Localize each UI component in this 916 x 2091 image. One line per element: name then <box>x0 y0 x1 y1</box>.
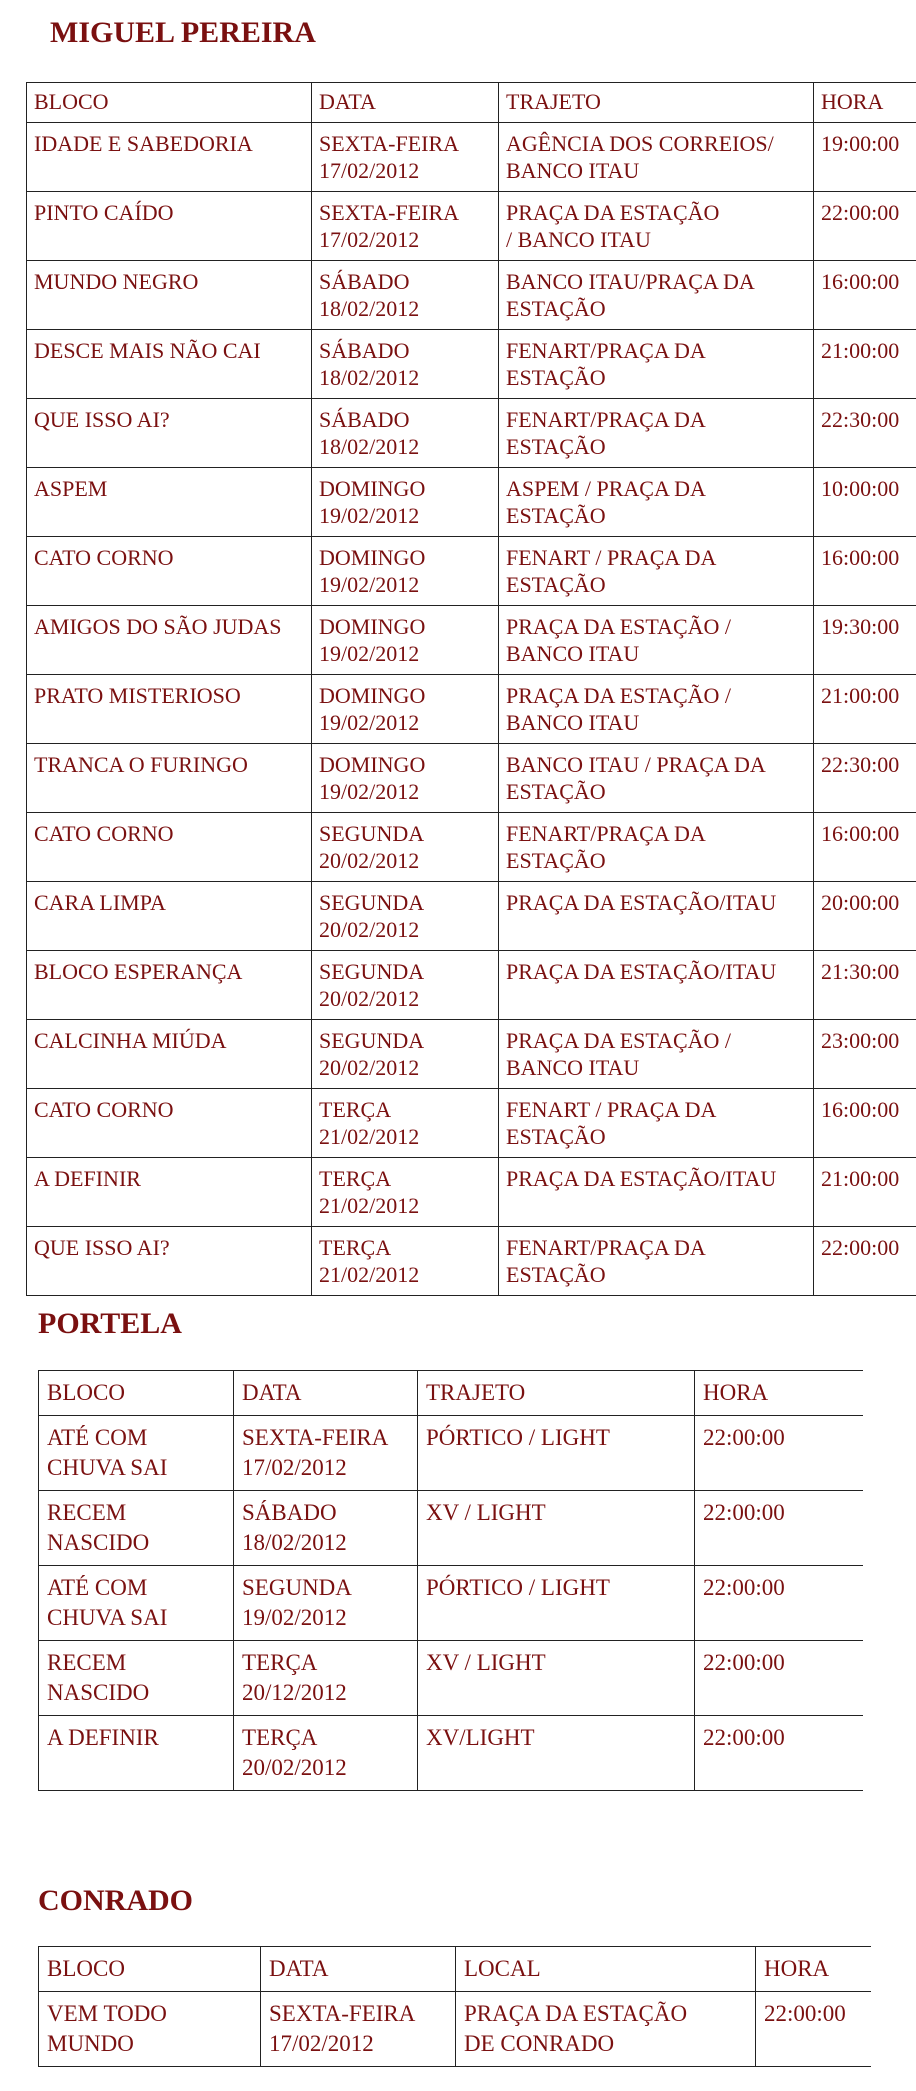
data-cell <box>312 1227 499 1296</box>
cell-text-line: SÁBADO <box>242 1500 337 1525</box>
cell-text-line: TERÇA <box>319 1235 392 1260</box>
cell-text-line: PRAÇA DA ESTAÇÃO / <box>506 683 732 708</box>
cell-text-line: 18/02/2012 <box>319 365 420 390</box>
table-row <box>27 882 916 951</box>
cell-text-line: ASPEM / PRAÇA DA <box>506 476 706 501</box>
cell-text-line: TRANCA O FURINGO <box>34 752 248 777</box>
hora-cell: 16:00:00 <box>814 537 916 606</box>
cell-text-line: QUE ISSO AI? <box>34 407 170 432</box>
cell-text-line: MUNDO <box>47 2031 134 2056</box>
bloco-cell <box>27 537 312 606</box>
data-cell <box>312 468 499 537</box>
cell-text-line: FENART/PRAÇA DA <box>506 338 706 363</box>
cell-text-line: CARA LIMPA <box>34 890 166 915</box>
cell-text-line: 17/02/2012 <box>269 2031 374 2056</box>
cell-text-line: SEGUNDA <box>242 1575 352 1600</box>
cell-text-line: 21/02/2012 <box>319 1262 420 1287</box>
cell-text-line: ESTAÇÃO <box>506 1262 606 1287</box>
column-header: HORA <box>695 1371 863 1416</box>
cell-text-line: CATO CORNO <box>34 821 174 846</box>
cell-text-line: 20/02/2012 <box>319 1055 420 1080</box>
trajeto-cell <box>418 1641 695 1716</box>
bloco-cell <box>27 882 312 951</box>
table-row <box>39 1716 863 1791</box>
cell-text-line: DOMINGO <box>319 683 426 708</box>
cell-text-line: TERÇA <box>319 1097 392 1122</box>
cell-text-line: RECEM <box>47 1500 127 1525</box>
trajeto-cell <box>499 537 814 606</box>
table-header-row <box>27 83 916 123</box>
cell-text-line: ESTAÇÃO <box>506 572 606 597</box>
cell-text-line: CHUVA SAI <box>47 1455 168 1480</box>
trajeto-cell <box>499 1089 814 1158</box>
trajeto-cell <box>499 744 814 813</box>
cell-text-line: TERÇA <box>242 1725 318 1750</box>
hora-cell: 22:00:00 <box>695 1491 863 1566</box>
cell-text-line: DOMINGO <box>319 752 426 777</box>
hora-cell: 21:00:00 <box>814 330 916 399</box>
cell-text-line: PRATO MISTERIOSO <box>34 683 241 708</box>
hora-cell: 21:00:00 <box>814 1158 916 1227</box>
cell-text-line: TERÇA <box>319 1166 392 1191</box>
cell-text-line: MUNDO NEGRO <box>34 269 199 294</box>
section-title-miguel-pereira: MIGUEL PEREIRA <box>50 16 316 49</box>
cell-text-line: BANCO ITAU <box>506 158 640 183</box>
trajeto-cell <box>499 468 814 537</box>
trajeto-cell <box>418 1716 695 1791</box>
cell-text-line: QUE ISSO AI? <box>34 1235 170 1260</box>
cell-text-line: PRAÇA DA ESTAÇÃO / <box>506 614 732 639</box>
trajeto-cell <box>499 882 814 951</box>
table-row <box>39 1416 863 1491</box>
data-cell <box>312 330 499 399</box>
bloco-cell <box>27 468 312 537</box>
table-header-row <box>39 1371 863 1416</box>
cell-text-line: ESTAÇÃO <box>506 848 606 873</box>
bloco-cell <box>39 1641 234 1716</box>
cell-text-line: PINTO CAÍDO <box>34 200 174 225</box>
cell-text-line: BANCO ITAU <box>506 641 640 666</box>
hora-cell: 22:00:00 <box>695 1716 863 1791</box>
table-row <box>27 813 916 882</box>
table-row <box>39 1566 863 1641</box>
hora-cell: 22:00:00 <box>814 1227 916 1296</box>
cell-text-line: 20/02/2012 <box>319 917 420 942</box>
table-row <box>27 951 916 1020</box>
bloco-cell <box>27 1089 312 1158</box>
hora-cell: 19:00:00 <box>814 123 916 192</box>
bloco-cell <box>39 1416 234 1491</box>
cell-text-line: BANCO ITAU / PRAÇA DA <box>506 752 766 777</box>
cell-text-line: 18/02/2012 <box>319 434 420 459</box>
column-header: DATA <box>261 1947 456 1992</box>
data-cell <box>312 1020 499 1089</box>
trajeto-cell <box>499 606 814 675</box>
cell-text-line: FENART/PRAÇA DA <box>506 1235 706 1260</box>
cell-text-line: ESTAÇÃO <box>506 434 606 459</box>
hora-cell: 22:30:00 <box>814 399 916 468</box>
cell-text-line: SEXTA-FEIRA <box>269 2001 416 2026</box>
cell-text-line: 18/02/2012 <box>242 1530 347 1555</box>
schedule-table-portela <box>38 1370 863 1791</box>
bloco-cell <box>27 606 312 675</box>
cell-text-line: 21/02/2012 <box>319 1193 420 1218</box>
cell-text-line: XV/LIGHT <box>426 1725 535 1750</box>
trajeto-cell <box>499 399 814 468</box>
hora-cell: 22:00:00 <box>756 1992 871 2067</box>
bloco-cell <box>39 1716 234 1791</box>
trajeto-cell <box>499 1158 814 1227</box>
data-cell <box>234 1716 418 1791</box>
trajeto-cell <box>499 123 814 192</box>
table-row <box>27 261 916 330</box>
data-cell <box>234 1566 418 1641</box>
bloco-cell <box>39 1566 234 1641</box>
cell-text-line: SEXTA-FEIRA <box>242 1425 389 1450</box>
cell-text-line: ESTAÇÃO <box>506 779 606 804</box>
column-header: HORA <box>756 1947 871 1992</box>
cell-text-line: 20/12/2012 <box>242 1680 347 1705</box>
hora-cell: 22:00:00 <box>695 1566 863 1641</box>
bloco-cell <box>39 1992 261 2067</box>
table-row <box>27 123 916 192</box>
trajeto-cell <box>499 192 814 261</box>
table-row <box>27 468 916 537</box>
cell-text-line: 19/02/2012 <box>319 503 420 528</box>
column-header: BLOCO <box>39 1371 234 1416</box>
cell-text-line: CHUVA SAI <box>47 1605 168 1630</box>
cell-text-line: PRAÇA DA ESTAÇÃO / <box>506 1028 732 1053</box>
cell-text-line: PRAÇA DA ESTAÇÃO/ITAU <box>506 959 777 984</box>
trajeto-cell <box>499 675 814 744</box>
cell-text-line: PÓRTICO / LIGHT <box>426 1575 610 1600</box>
bloco-cell <box>27 1158 312 1227</box>
hora-cell: 20:00:00 <box>814 882 916 951</box>
trajeto-cell <box>499 261 814 330</box>
section-title-conrado: CONRADO <box>38 1884 193 1917</box>
bloco-cell <box>27 951 312 1020</box>
cell-text-line: BANCO ITAU <box>506 710 640 735</box>
hora-cell: 16:00:00 <box>814 813 916 882</box>
cell-text-line: XV / LIGHT <box>426 1650 546 1675</box>
cell-text-line: DESCE MAIS NÃO CAI <box>34 338 261 363</box>
data-cell <box>312 399 499 468</box>
hora-cell: 23:00:00 <box>814 1020 916 1089</box>
cell-text-line: BLOCO ESPERANÇA <box>34 959 243 984</box>
cell-text-line: 19/02/2012 <box>319 779 420 804</box>
cell-text-line: SEGUNDA <box>319 890 425 915</box>
column-header: TRAJETO <box>499 83 814 123</box>
column-header: BLOCO <box>39 1947 261 1992</box>
cell-text-line: 17/02/2012 <box>319 227 420 252</box>
cell-text-line: PRAÇA DA ESTAÇÃO <box>464 2001 688 2026</box>
cell-text-line: CATO CORNO <box>34 1097 174 1122</box>
data-cell <box>312 123 499 192</box>
cell-text-line: 21/02/2012 <box>319 1124 420 1149</box>
cell-text-line: CALCINHA MIÚDA <box>34 1028 227 1053</box>
data-cell <box>312 675 499 744</box>
trajeto-cell <box>499 1227 814 1296</box>
cell-text-line: SÁBADO <box>319 407 410 432</box>
cell-text-line: FENART / PRAÇA DA <box>506 1097 717 1122</box>
data-cell <box>312 1089 499 1158</box>
cell-text-line: A DEFINIR <box>34 1166 141 1191</box>
column-header: BLOCO <box>27 83 312 123</box>
bloco-cell <box>27 330 312 399</box>
trajeto-cell <box>418 1491 695 1566</box>
column-header: HORA <box>814 83 916 123</box>
cell-text-line: SEGUNDA <box>319 821 425 846</box>
bloco-cell <box>27 261 312 330</box>
section-title-portela: PORTELA <box>38 1307 182 1340</box>
column-header: DATA <box>234 1371 418 1416</box>
cell-text-line: AGÊNCIA DOS CORREIOS/ <box>506 131 774 156</box>
cell-text-line: BANCO ITAU/PRAÇA DA <box>506 269 755 294</box>
hora-cell: 21:00:00 <box>814 675 916 744</box>
bloco-cell <box>27 744 312 813</box>
hora-cell: 21:30:00 <box>814 951 916 1020</box>
cell-text-line: SEXTA-FEIRA <box>319 131 460 156</box>
cell-text-line: PRAÇA DA ESTAÇÃO <box>506 200 720 225</box>
cell-text-line: PRAÇA DA ESTAÇÃO/ITAU <box>506 890 777 915</box>
data-cell <box>312 537 499 606</box>
cell-text-line: FENART/PRAÇA DA <box>506 407 706 432</box>
cell-text-line: 19/02/2012 <box>242 1605 347 1630</box>
table-row <box>27 675 916 744</box>
cell-text-line: SÁBADO <box>319 269 410 294</box>
cell-text-line: FENART / PRAÇA DA <box>506 545 717 570</box>
cell-text-line: DE CONRADO <box>464 2031 615 2056</box>
table-row <box>27 606 916 675</box>
cell-text-line: TERÇA <box>242 1650 318 1675</box>
cell-text-line: ESTAÇÃO <box>506 503 606 528</box>
column-header: LOCAL <box>456 1947 756 1992</box>
bloco-cell <box>27 123 312 192</box>
bloco-cell <box>27 192 312 261</box>
column-header: TRAJETO <box>418 1371 695 1416</box>
cell-text-line: IDADE E SABEDORIA <box>34 131 253 156</box>
bloco-cell <box>27 1227 312 1296</box>
cell-text-line: PRAÇA DA ESTAÇÃO/ITAU <box>506 1166 777 1191</box>
bloco-cell <box>27 1020 312 1089</box>
cell-text-line: AMIGOS DO SÃO JUDAS <box>34 614 282 639</box>
data-cell <box>312 1158 499 1227</box>
hora-cell: 22:00:00 <box>695 1416 863 1491</box>
schedule-table-miguel-pereira <box>26 82 916 1296</box>
cell-text-line: SEGUNDA <box>319 1028 425 1053</box>
data-cell <box>261 1992 456 2067</box>
cell-text-line: / BANCO ITAU <box>506 227 651 252</box>
cell-text-line: NASCIDO <box>47 1680 150 1705</box>
table-header-row <box>39 1947 871 1992</box>
table-row <box>27 1020 916 1089</box>
data-cell <box>312 813 499 882</box>
data-cell <box>312 261 499 330</box>
trajeto-cell <box>499 951 814 1020</box>
cell-text-line: 17/02/2012 <box>242 1455 347 1480</box>
cell-text-line: 19/02/2012 <box>319 710 420 735</box>
hora-cell: 22:00:00 <box>695 1641 863 1716</box>
table-row <box>27 399 916 468</box>
cell-text-line: PÓRTICO / LIGHT <box>426 1425 610 1450</box>
bloco-cell <box>27 399 312 468</box>
cell-text-line: ATÉ COM <box>47 1425 148 1450</box>
data-cell <box>234 1491 418 1566</box>
data-cell <box>234 1416 418 1491</box>
trajeto-cell <box>418 1416 695 1491</box>
trajeto-cell <box>418 1566 695 1641</box>
table-row <box>27 744 916 813</box>
cell-text-line: ASPEM <box>34 476 108 501</box>
cell-text-line: 20/02/2012 <box>319 986 420 1011</box>
cell-text-line: SEXTA-FEIRA <box>319 200 460 225</box>
data-cell <box>312 882 499 951</box>
hora-cell: 16:00:00 <box>814 261 916 330</box>
cell-text-line: ATÉ COM <box>47 1575 148 1600</box>
cell-text-line: ESTAÇÃO <box>506 1124 606 1149</box>
data-cell <box>312 192 499 261</box>
hora-cell: 22:30:00 <box>814 744 916 813</box>
data-cell <box>312 744 499 813</box>
hora-cell: 16:00:00 <box>814 1089 916 1158</box>
cell-text-line: SEGUNDA <box>319 959 425 984</box>
cell-text-line: BANCO ITAU <box>506 1055 640 1080</box>
table-row <box>27 192 916 261</box>
hora-cell: 19:30:00 <box>814 606 916 675</box>
cell-text-line: DOMINGO <box>319 476 426 501</box>
cell-text-line: ESTAÇÃO <box>506 365 606 390</box>
cell-text-line: NASCIDO <box>47 1530 150 1555</box>
data-cell <box>312 951 499 1020</box>
column-header: DATA <box>312 83 499 123</box>
table-row <box>27 537 916 606</box>
trajeto-cell <box>499 1020 814 1089</box>
cell-text-line: 20/02/2012 <box>319 848 420 873</box>
hora-cell: 22:00:00 <box>814 192 916 261</box>
table-row <box>27 1158 916 1227</box>
cell-text-line: CATO CORNO <box>34 545 174 570</box>
data-cell <box>312 606 499 675</box>
cell-text-line: RECEM <box>47 1650 127 1675</box>
schedule-table-conrado <box>38 1946 871 2067</box>
cell-text-line: ESTAÇÃO <box>506 296 606 321</box>
cell-text-line: VEM TODO <box>47 2001 167 2026</box>
cell-text-line: 19/02/2012 <box>319 572 420 597</box>
cell-text-line: 18/02/2012 <box>319 296 420 321</box>
trajeto-cell <box>499 813 814 882</box>
cell-text-line: DOMINGO <box>319 545 426 570</box>
cell-text-line: DOMINGO <box>319 614 426 639</box>
table-row <box>27 330 916 399</box>
table-row <box>27 1227 916 1296</box>
cell-text-line: 19/02/2012 <box>319 641 420 666</box>
bloco-cell <box>27 675 312 744</box>
bloco-cell <box>39 1491 234 1566</box>
table-row <box>39 1641 863 1716</box>
cell-text-line: FENART/PRAÇA DA <box>506 821 706 846</box>
trajeto-cell <box>499 330 814 399</box>
table-row <box>39 1992 871 2067</box>
cell-text-line: 20/02/2012 <box>242 1755 347 1780</box>
table-row <box>27 1089 916 1158</box>
trajeto-cell <box>456 1992 756 2067</box>
hora-cell: 10:00:00 <box>814 468 916 537</box>
bloco-cell <box>27 813 312 882</box>
cell-text-line: A DEFINIR <box>47 1725 159 1750</box>
cell-text-line: 17/02/2012 <box>319 158 420 183</box>
cell-text-line: SÁBADO <box>319 338 410 363</box>
table-row <box>39 1491 863 1566</box>
cell-text-line: XV / LIGHT <box>426 1500 546 1525</box>
data-cell <box>234 1641 418 1716</box>
